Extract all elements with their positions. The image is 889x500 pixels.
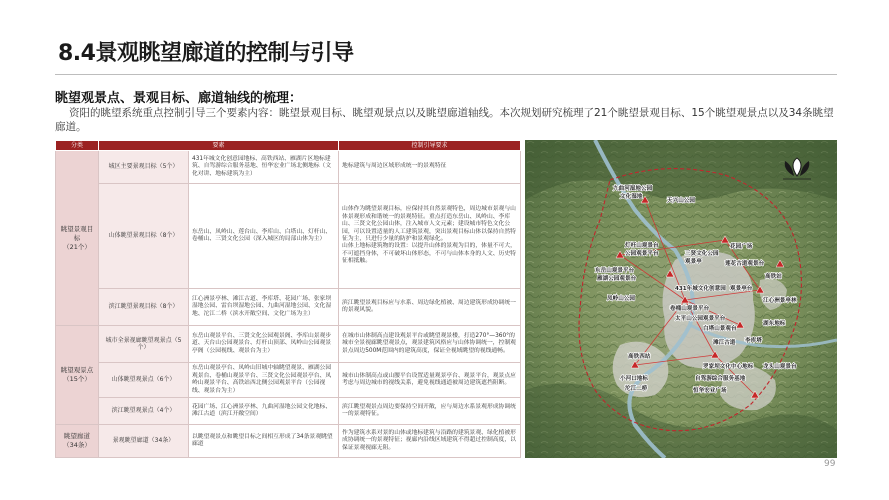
table-header-row: [56, 141, 521, 151]
map-label: 观景亭: [685, 259, 702, 265]
map-label: 江心洲景亭林: [763, 298, 797, 304]
subcategory-cell: 滨江眺望景观目标（8个）: [99, 289, 189, 326]
elements-cell: 东岳山观景平台、三贤文化公园观景阁、李库山景观步道、天台山公园观景台、灯杆山顶部、凤岭山公园观景亭阁（公园视线、观景台为主）: [189, 326, 339, 363]
map-label: 恒华宏业广场: [693, 388, 727, 394]
title-divider: [55, 74, 837, 75]
map-label: 沱江二桥: [625, 386, 648, 392]
map-label: 凤岭山公园: [607, 296, 635, 302]
map-label: 自驾游综合服务基地: [695, 376, 746, 382]
table-row: [56, 151, 521, 184]
map-label: 雁湖公园观景台: [597, 276, 637, 282]
subcategory-cell: 景观眺望廊道（34条）: [99, 424, 189, 457]
subcategory-cell: 城区主要景观目标（5个）: [99, 151, 189, 184]
map-label: 东岳山观景平台: [595, 268, 635, 274]
map-label: 卷桶山观景平台: [670, 306, 710, 312]
map-label: 滩江古道: [713, 340, 736, 346]
page-number: 99: [824, 459, 836, 469]
table-row: [56, 398, 521, 425]
map-label: 三贤文化公园: [685, 251, 719, 257]
map-label: 白塔山景观台: [703, 326, 737, 332]
subcategory-cell: 滨江眺望观景点（4个）: [99, 398, 189, 425]
map-label: 花园广场: [730, 244, 753, 250]
map-label: 天兴山公园: [667, 198, 695, 204]
table-row: [56, 363, 521, 398]
header-control: 控制引导要求: [339, 141, 521, 151]
control-cell: 作为建筑水系对景的山体或地标建筑与沿路的建筑景观、绿化植被形成协调统一的景观特征；视廊内沿线区域建筑不得超过控制高度，以保证景观视廊无阻。: [339, 424, 521, 457]
subcategory-cell: 山体眺望景观目标（8个）: [99, 183, 189, 288]
table-row: [56, 326, 521, 363]
subcategory-cell: 城市全景视廊眺望观景点（5个）: [99, 326, 189, 363]
map-label: 莲花古道观景台: [725, 261, 765, 267]
category-cell: 眺望观景点 （15个）: [56, 326, 99, 425]
control-cell: 滨江眺望观景点周边要保持空间开敞，应与周边水系景观形成协调统一的景观特征。: [339, 398, 521, 425]
map-label: 九曲河湿地公园: [613, 186, 653, 192]
map-label: 观景亭台: [730, 286, 753, 292]
map-label: 罗家坝文化中心地标: [703, 364, 754, 370]
elements-cell: 东岳山、凤岭山、莲台山、李库山、白塔山、灯杆山、卷桶山、三贤文化公园（深入城区的局部山体为主）: [189, 183, 339, 288]
header-category: 分类: [56, 141, 99, 151]
control-table: [55, 140, 521, 458]
header-elements: 要素: [99, 141, 339, 151]
elements-cell: 江心洲景亭林、滩江古道、李库塔、花园广场、张家坝湿地公园、雷台坝湿地公园、九曲河湿地公园、文化湿地、沱江二桥（滨水开敞空间、文化广场为主）: [189, 289, 339, 326]
map-canvas: [525, 140, 837, 458]
map-label: 431年城文化创意园: [675, 286, 726, 292]
map-label: 李库塔: [745, 338, 762, 344]
category-cell: 眺望景观目标 （21个）: [56, 151, 99, 326]
corridor-map: [525, 140, 837, 458]
control-cell: 城市山体制高点或山腰平台设置适量观景亭台、观景平台，观景点应考虑与周边城市的视线关系，避免视线通道被周边建筑遮挡阻断。: [339, 363, 521, 398]
elements-cell: 431年城文化创意园地标、高铁西站、雁湖片区地标建筑、自驾游综合服务基地、恒华宏业广场北侧地标（文化对讲、地标建筑为主）: [189, 151, 339, 184]
map-label: 太平山公园观景平台: [675, 316, 726, 322]
map-label: 小河口地标: [620, 376, 648, 382]
subcategory-cell: 山体眺望观景点（6个）: [99, 363, 189, 398]
control-cell: 地标建筑与周边区域形成统一的景观特征: [339, 151, 521, 184]
intro-paragraph: 资阳的眺望系统重点控制引导三个要素内容：眺望景观目标、眺望观景点以及眺望廊道轴线。本次规划研究梳理了21个眺望景观目标、15个眺望观景点以及34条眺望廊道。: [55, 107, 834, 133]
control-cell: 滨江眺望景观目标应与水系、周边绿化植被、周边建筑形成协调统一的景观风貌。: [339, 289, 521, 326]
control-cell: 在城市山体制高点建设观景平台或眺望观景楼，打造270°—360°的城市全景视廊眺望观景点，观景建筑风格应与山体协调统一，控制观景点周边500M范围内的建筑高度，保证全视域眺望的视线通畅。: [339, 326, 521, 363]
map-label: 灯杆山观景台: [625, 243, 659, 249]
map-label: 龙头山观景台: [763, 364, 797, 370]
map-label: 高铁西站: [628, 354, 651, 360]
map-label: 湖东地标: [763, 321, 786, 327]
elements-cell: 东岳山观景亭台、凤岭山旧城中轴眺望观景、雁湖公园观景台、卷桶山观景平台、三贤文化公园观景亭台、凤岭山观景平台、高铁站西北侧公园观景平台（公园视线、观景台为主）: [189, 363, 339, 398]
category-cell: 眺望廊道 （34条）: [56, 424, 99, 457]
control-cell: 山体作为眺望景观目标，应保持其自然景观特色，周边城市景观与山体景观形成和谐统一的景观特征。重点打造东岳山、凤岭山、李库山、三贤文化公园山体，注入城市人文元素；建设城市特色文化公园，可以设置适量的人工建筑景观，突出景观目标山体以保持自然特征为主，只进行少量的防护和景观绿化。 山体上地标建筑物的设置：以提升山体的景观为目的，体量不可大，不可遮挡身体，不可破坏山体形态，不可与山体本身的人文、历史特征相抵触。: [339, 183, 521, 288]
elements-cell: 花园广场、江心洲景亭林、九曲河湿地公园文化地标、滩江古道（滨江开敞空间）: [189, 398, 339, 425]
map-label: 文化湿地: [620, 194, 643, 200]
table-row: [56, 424, 521, 457]
elements-cell: 以眺望观景点和眺望目标之间相互形成了34条景观眺望廊道: [189, 424, 339, 457]
table-row: [56, 183, 521, 288]
page-title: 8.4景观眺望廊道的控制与引导: [58, 41, 354, 66]
section-subtitle: 眺望观景点、景观目标、廊道轴线的梳理：: [55, 91, 303, 106]
map-label: 公园观景平台: [625, 251, 659, 257]
table-row: [56, 289, 521, 326]
map-label: 高铁站: [765, 274, 782, 280]
